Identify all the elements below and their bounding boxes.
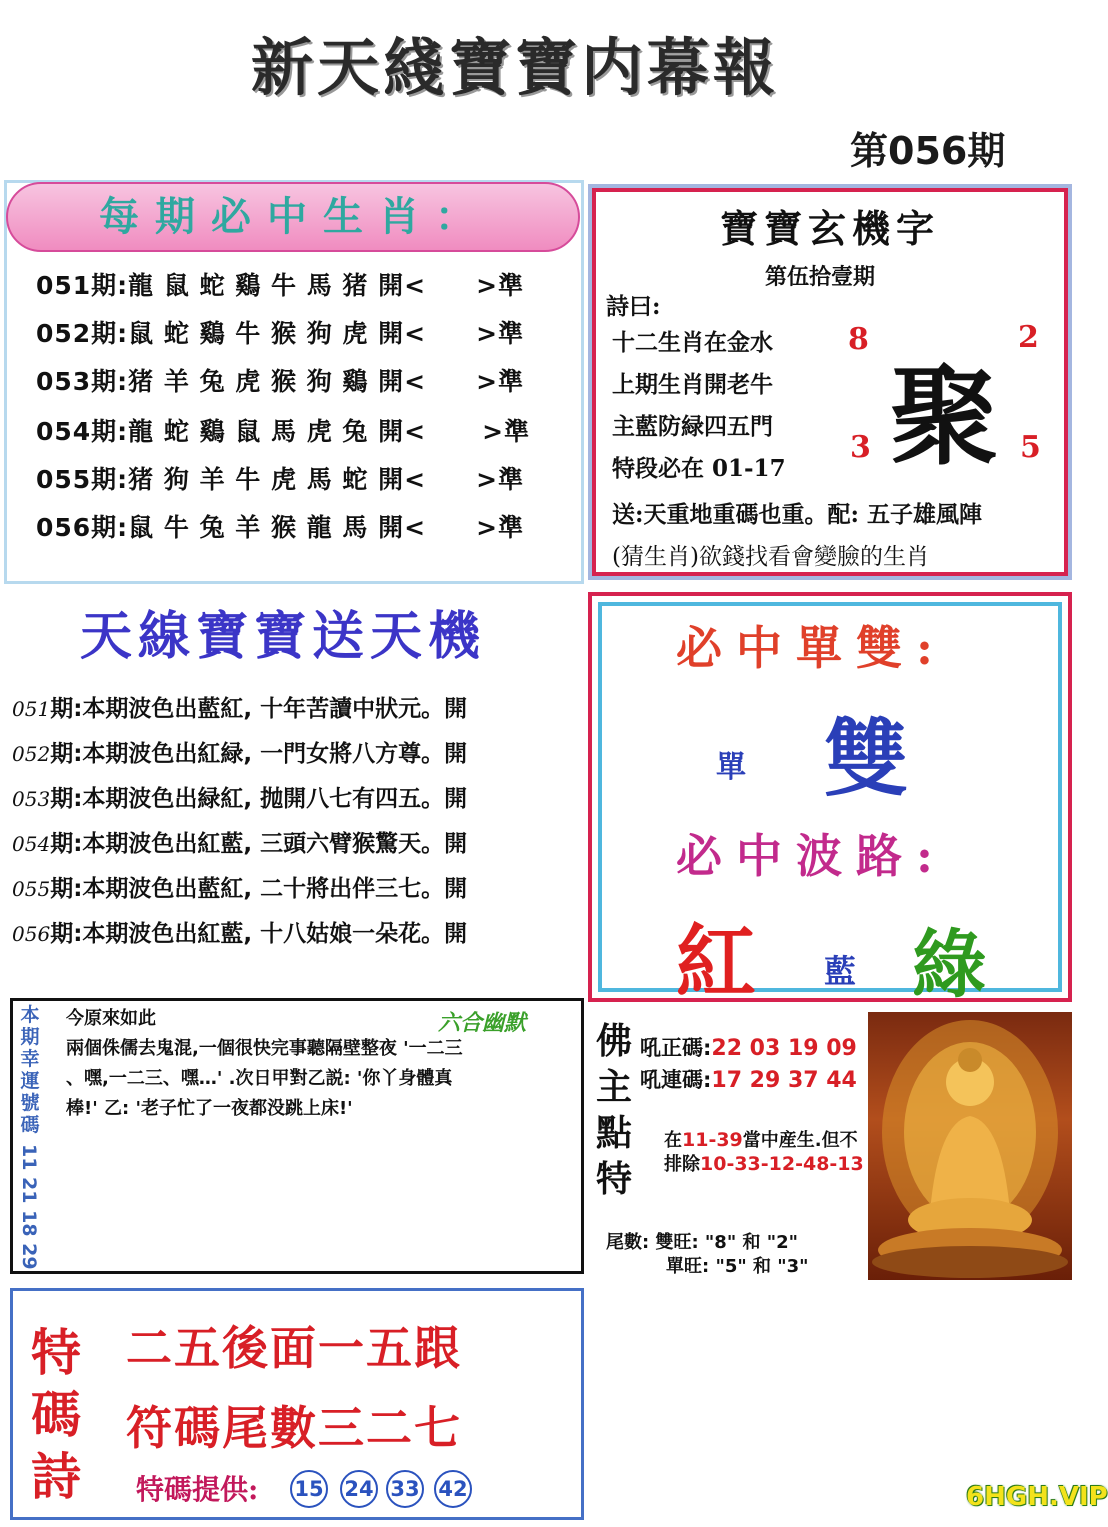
- linked-code-line: 吼連碼:17 29 37 44: [640, 1068, 857, 1093]
- secret-big-char: 聚: [890, 354, 999, 480]
- lucky-label: 本期幸運號碼: [20, 1004, 40, 1136]
- zodiac-row: 053期:猪 羊 兔 虎 猴 狗 鷄 開< >準: [36, 367, 525, 396]
- green-color: 綠: [912, 922, 986, 1008]
- zodiac-banner: [6, 182, 580, 252]
- poem-line: 主藍防緑四五門: [612, 413, 773, 440]
- joke-line: 兩個侏儒去鬼混,一個很快完事聽隔壁整夜 '一二三: [66, 1038, 463, 1059]
- wave-heading: 必中波路:: [676, 829, 947, 883]
- blue-color: 藍: [824, 952, 857, 990]
- single-label: 單: [716, 750, 746, 785]
- double-label: 雙: [824, 709, 909, 808]
- poem-label: 詩曰:: [606, 293, 661, 320]
- issue-number: 第056期: [850, 129, 1006, 173]
- buddha-image: [868, 1012, 1072, 1280]
- poem-line: 特段必在 01-17: [612, 455, 786, 482]
- zodiac-row: 056期:鼠 牛 兔 羊 猴 龍 馬 開< >準: [36, 513, 525, 542]
- heaven-row: 056期:本期波色出紅藍, 十八姑娘一朵花。開: [12, 921, 468, 947]
- poem-line: 十二生肖在金水: [612, 329, 773, 356]
- range-line: 在11-39當中産生.但不: [664, 1129, 858, 1151]
- odd-even-heading: 必中單雙:: [676, 621, 947, 675]
- heaven-row: 055期:本期波色出藍紅, 二十將出伴三七。開: [12, 876, 468, 902]
- number-ball: 33: [386, 1470, 424, 1508]
- zodiac-row: 052期:鼠 蛇 鷄 牛 猴 狗 虎 開< >準: [36, 319, 525, 348]
- zodiac-banner-text: 每期必中生肖：: [99, 193, 491, 240]
- tail-line: 單旺: "5" 和 "3": [666, 1256, 809, 1277]
- zodiac-row: 054期:龍 蛇 鷄 鼠 馬 虎 兔 開< >準: [36, 417, 531, 446]
- red-color: 紅: [676, 915, 756, 1009]
- zodiac-row: 051期:龍 鼠 蛇 鷄 牛 馬 猪 開< >準: [36, 271, 525, 300]
- provide-label: 特碼提供:: [136, 1473, 259, 1506]
- secret-footer: (猜生肖)欲錢找看會變臉的生肖: [612, 544, 929, 570]
- secret-number: 8: [848, 322, 869, 357]
- secret-number: 5: [1020, 430, 1041, 465]
- number-ball: 15: [290, 1470, 328, 1508]
- poem-line: 符碼尾數三二七: [126, 1401, 462, 1455]
- secret-title: 寶寶玄機字: [719, 206, 940, 251]
- heaven-title: 天線寶寶送天機: [79, 606, 486, 667]
- lucky-numbers: 11 21 18 29: [18, 1144, 40, 1270]
- poem-side-label: 特 碼 詩: [31, 1323, 81, 1506]
- newspaper-title: 新天綫寶寶内幕報: [250, 31, 779, 104]
- tail-line: 尾數: 雙旺: "8" 和 "2": [606, 1232, 799, 1253]
- number-ball: 42: [434, 1470, 472, 1508]
- heaven-row: 051期:本期波色出藍紅, 十年苦讀中狀元。開: [12, 696, 468, 722]
- zodiac-row: 055期:猪 狗 羊 牛 虎 馬 蛇 開< >準: [36, 465, 525, 494]
- humor-tag: 六合幽默: [438, 1010, 527, 1036]
- poem-line: 二五後面一五跟: [126, 1321, 462, 1375]
- heaven-row: 054期:本期波色出紅藍, 三頭六臂猴驚天。開: [12, 831, 468, 857]
- exclude-line: 排除10-33-12-48-13: [664, 1153, 864, 1175]
- number-ball: 24: [340, 1470, 378, 1508]
- poem-line: 上期生肖開老牛: [612, 371, 773, 398]
- secret-subtitle: 第伍拾壹期: [764, 264, 875, 290]
- joke-line: 棒!' 乙: '老子忙了一夜都没跳上床!': [66, 1098, 353, 1119]
- secret-number: 2: [1018, 320, 1039, 355]
- buddha-statue-icon: [868, 1012, 1072, 1280]
- secret-footer: 送:天重地重碼也重。配: 五子雄風陣: [612, 501, 982, 528]
- heaven-row: 053期:本期波色出緑紅, 抛開八七有四五。開: [12, 786, 468, 812]
- buddha-side-label: 佛 主 點 特: [595, 1020, 632, 1200]
- secret-number: 3: [850, 430, 871, 465]
- joke-intro: 今原來如此: [66, 1008, 156, 1029]
- brand-watermark: 6HGH.VIP: [966, 1482, 1108, 1512]
- heaven-row: 052期:本期波色出紅緑, 一門女將八方尊。開: [12, 741, 468, 767]
- joke-line: 、嘿,一二三、嘿…' .次日甲對乙説: '你丫身體真: [66, 1068, 453, 1089]
- main-code-line: 吼正碼:22 03 19 09: [640, 1036, 857, 1061]
